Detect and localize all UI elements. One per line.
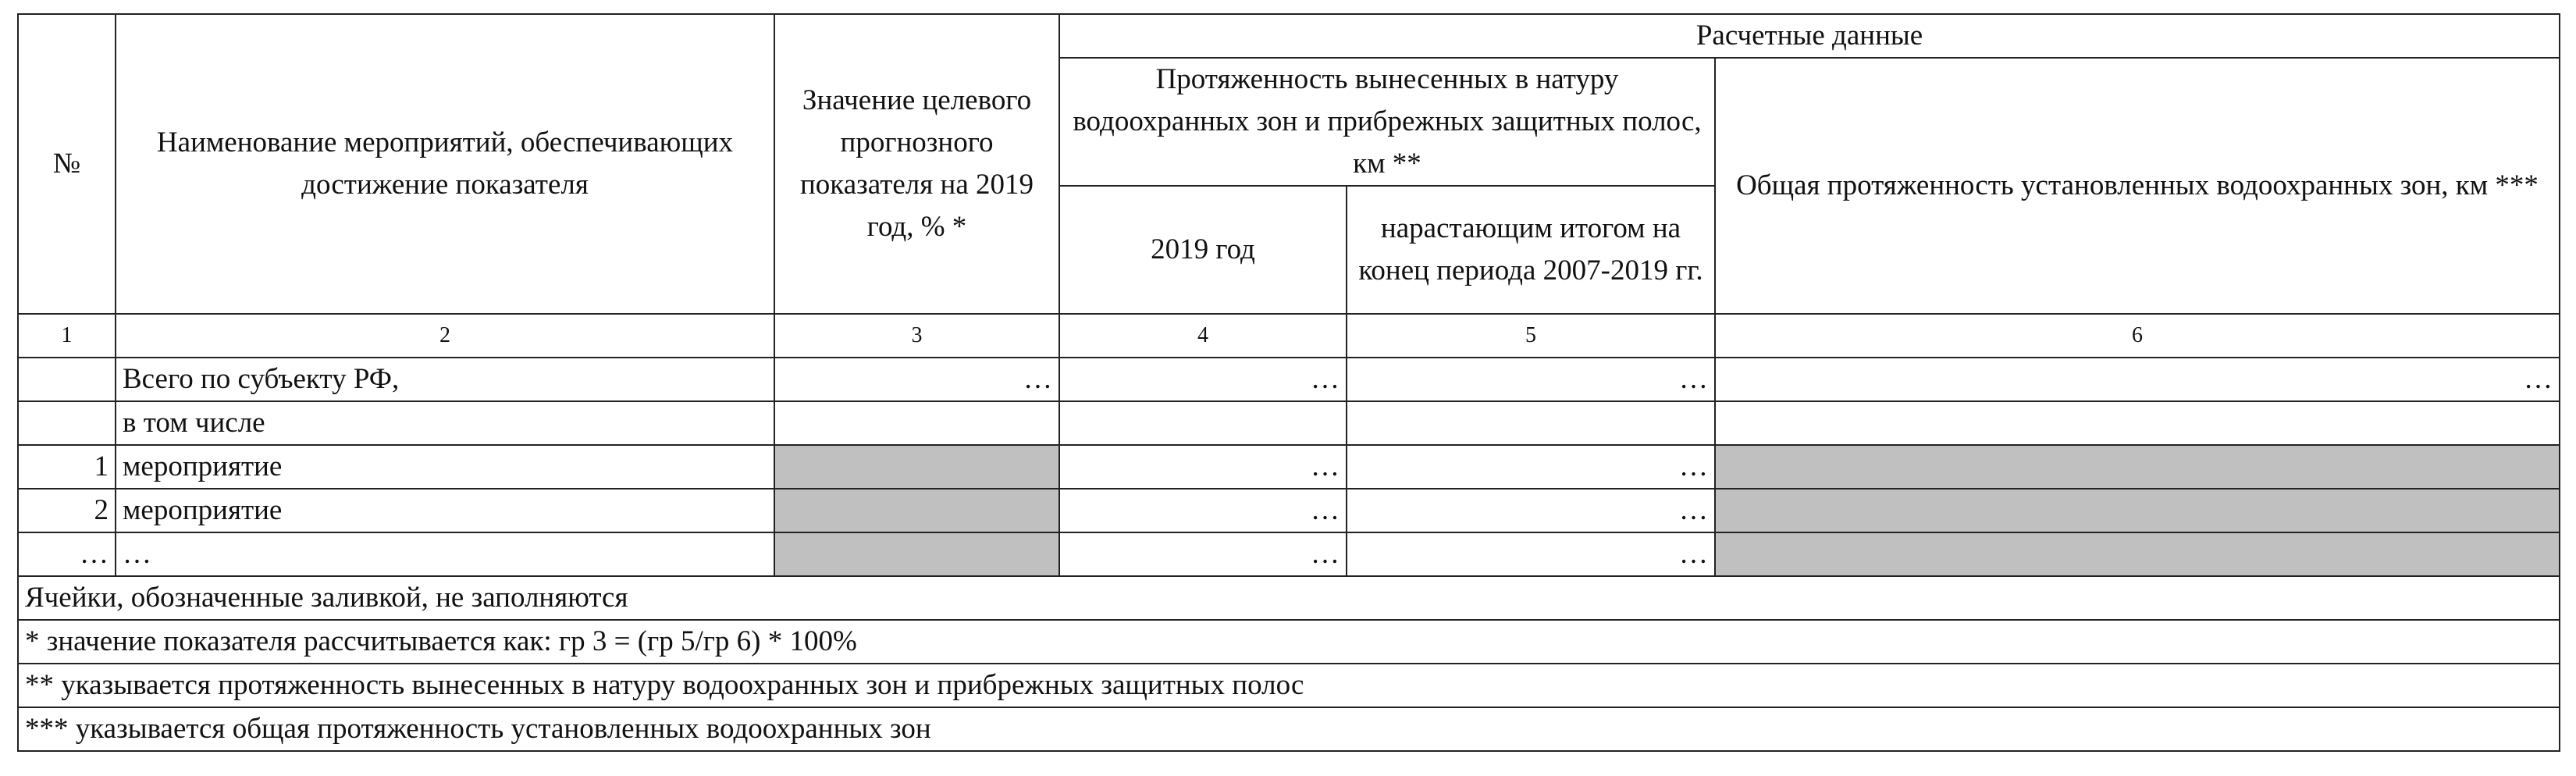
note-shading: Ячейки, обозначенные заливкой, не заполняются: [18, 576, 2560, 620]
col-number-1: 1: [18, 314, 116, 358]
total-col3: …: [774, 358, 1059, 401]
item-name: мероприятие: [116, 445, 774, 489]
header-calculated-data: Расчетные данные: [1059, 14, 2560, 58]
sub-col3: [774, 401, 1059, 445]
shaded-cell: [774, 489, 1059, 532]
item-col5: …: [1347, 489, 1715, 532]
header-year-2019: 2019 год: [1059, 186, 1347, 314]
sub-col6: [1715, 401, 2560, 445]
item-col5: …: [1347, 532, 1715, 576]
shaded-cell: [1715, 489, 2560, 532]
header-cumulative: нарастающим итогом на конец периода 2007-2019 гг.: [1347, 186, 1715, 314]
header-length-group: Протяженность вынесенных в натуру водоохранных зон и прибрежных защитных полос, км **: [1059, 58, 1715, 186]
item-name: …: [116, 532, 774, 576]
report-table: [17, 13, 2560, 752]
table-row: [18, 358, 2560, 401]
note-formula: * значение показателя рассчитывается как: гр 3 = (гр 5/гр 6) * 100%: [18, 620, 2560, 664]
sub-col5: [1347, 401, 1715, 445]
col-number-3: 3: [774, 314, 1059, 358]
item-number: 1: [18, 445, 116, 489]
col-number-5: 5: [1347, 314, 1715, 358]
note-length-field: ** указывается протяженность вынесенных в натуру водоохранных зон и прибрежных защитных полос: [18, 664, 2560, 707]
table-row: [18, 489, 2560, 532]
total-col6: …: [1715, 358, 2560, 401]
note-total-length: *** указывается общая протяженность установленных водоохранных зон: [18, 707, 2560, 751]
col-number-2: 2: [116, 314, 774, 358]
total-col5: …: [1347, 358, 1715, 401]
total-label: Всего по субъекту РФ,: [116, 358, 774, 401]
header-target-value: Значение целевого прогнозного показателя на 2019 год, % *: [774, 14, 1059, 314]
shaded-cell: [1715, 532, 2560, 576]
table-row: [18, 401, 2560, 445]
sub-number-cell: [18, 401, 116, 445]
item-col4: …: [1059, 489, 1347, 532]
item-col4: …: [1059, 532, 1347, 576]
total-number-cell: [18, 358, 116, 401]
total-col4: …: [1059, 358, 1347, 401]
item-col5: …: [1347, 445, 1715, 489]
sub-label: в том числе: [116, 401, 774, 445]
item-number: …: [18, 532, 116, 576]
item-number: 2: [18, 489, 116, 532]
item-col4: …: [1059, 445, 1347, 489]
col-number-6: 6: [1715, 314, 2560, 358]
sub-col4: [1059, 401, 1347, 445]
shaded-cell: [774, 445, 1059, 489]
shaded-cell: [774, 532, 1059, 576]
header-measures: Наименование мероприятий, обеспечивающих достижение показателя: [116, 14, 774, 314]
table-row: [18, 445, 2560, 489]
table-row: [18, 532, 2560, 576]
item-name: мероприятие: [116, 489, 774, 532]
shaded-cell: [1715, 445, 2560, 489]
header-total-length: Общая протяженность установленных водоохранных зон, км ***: [1715, 58, 2560, 314]
col-number-4: 4: [1059, 314, 1347, 358]
header-number: №: [18, 14, 116, 314]
